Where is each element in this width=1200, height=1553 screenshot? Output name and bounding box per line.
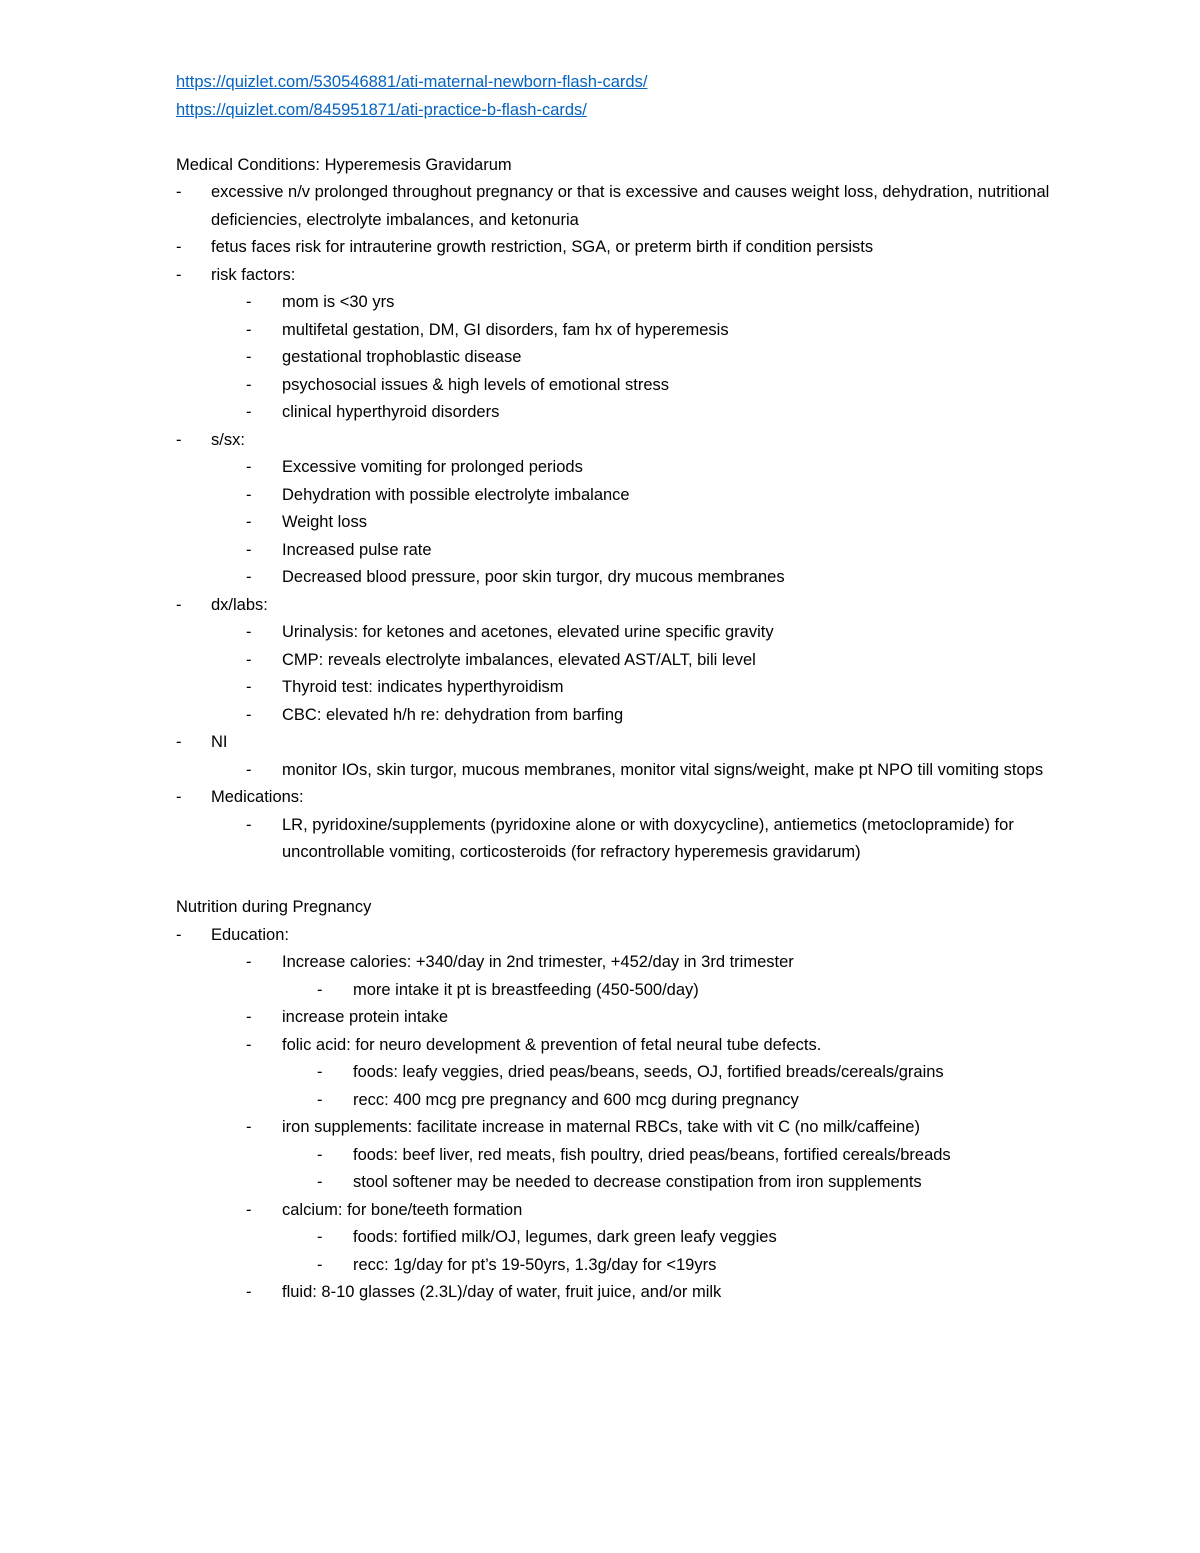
item-text: Decreased blood pressure, poor skin turgor, dry mucous membranes (282, 568, 785, 586)
item-text: fetus faces risk for intrauterine growth restriction, SGA, or preterm birth if condition persists (211, 238, 874, 256)
dash-bullet: - (246, 485, 252, 504)
dash-bullet: - (246, 568, 252, 586)
list-item (176, 949, 1056, 1004)
item-text: iron supplements: facilitate increase in maternal RBCs, take with vit C (no milk/caffeine) (282, 1118, 920, 1136)
list-item (176, 1059, 1056, 1087)
list-item (176, 344, 1056, 372)
item-text: folic acid: for neuro development & prevention of fetal neural tube defects. (282, 1035, 822, 1054)
dash-bullet: - (246, 815, 252, 834)
dash-bullet: - (317, 1145, 323, 1164)
list-item (176, 372, 1056, 400)
list-item (176, 1114, 1056, 1197)
dash-bullet: - (317, 980, 323, 999)
item-text: Excessive vomiting for prolonged periods (282, 458, 583, 476)
list-item (176, 1004, 1056, 1032)
list-item (176, 1252, 1056, 1280)
dash-bullet: - (317, 1090, 323, 1109)
list-item (176, 729, 1056, 784)
folic-sublist (282, 1059, 1056, 1114)
item-text: Weight loss (282, 513, 367, 531)
item-text: gestational trophoblastic disease (282, 348, 522, 366)
nutrition-list (176, 922, 1056, 1307)
dash-bullet: - (176, 595, 182, 614)
list-item (176, 674, 1056, 702)
list-item (176, 454, 1056, 482)
item-text: CMP: reveals electrolyte imbalances, elevated AST/ALT, bili level (282, 650, 756, 669)
item-text: s/sx: (211, 430, 245, 449)
list-item (176, 757, 1056, 785)
section-title-hyperemesis: Medical Conditions: Hyperemesis Gravidarum (176, 155, 512, 174)
item-text: multifetal gestation, DM, GI disorders, fam hx of hyperemesis (282, 320, 729, 339)
dash-bullet: - (317, 1063, 323, 1081)
dash-bullet: - (176, 788, 182, 806)
list-item (176, 427, 1056, 592)
dash-bullet: - (246, 1200, 252, 1219)
blank-line (176, 867, 1056, 895)
item-text: Medications: (211, 788, 304, 806)
list-item (176, 619, 1056, 647)
dash-bullet: - (176, 238, 182, 256)
dash-bullet: - (176, 925, 182, 944)
dash-bullet: - (246, 403, 252, 421)
item-text: risk factors: (211, 265, 296, 284)
list-item (176, 784, 1056, 867)
list-item (176, 1087, 1056, 1115)
item-text: recc: 400 mcg pre pregnancy and 600 mcg during pregnancy (353, 1090, 799, 1109)
dash-bullet: - (246, 650, 252, 669)
list-item (176, 509, 1056, 537)
list-item (176, 592, 1056, 730)
item-text: excessive n/v prolonged throughout pregnancy or that is excessive and causes weight loss, dehydration, nutritional deficiencies, electrolyte imbalances, and ketonuria (211, 183, 1050, 229)
item-text: psychosocial issues & high levels of emotional stress (282, 375, 670, 394)
item-text: CBC: elevated h/h re: dehydration from barfing (282, 705, 624, 724)
list-item (176, 317, 1056, 345)
medications-list (211, 812, 1056, 867)
list-item (176, 1279, 1056, 1307)
dash-bullet: - (176, 265, 182, 284)
item-text: monitor IOs, skin turgor, mucous membranes, monitor vital signs/weight, make pt NPO till vomiting stops (282, 760, 1044, 779)
dash-bullet: - (317, 1173, 323, 1191)
dash-bullet: - (246, 320, 252, 339)
dash-bullet: - (246, 623, 252, 641)
list-item (176, 702, 1056, 730)
dash-bullet: - (317, 1228, 323, 1246)
dash-bullet: - (176, 430, 182, 449)
document-page (176, 69, 1056, 1307)
list-item (176, 399, 1056, 427)
dash-bullet: - (246, 705, 252, 724)
dash-bullet: - (246, 678, 252, 696)
list-item (176, 1169, 1056, 1197)
item-text: mom is <30 yrs (282, 293, 395, 311)
item-text: fluid: 8-10 glasses (2.3L)/day of water, fruit juice, and/or milk (282, 1283, 722, 1301)
item-text: foods: fortified milk/OJ, legumes, dark green leafy veggies (353, 1228, 777, 1246)
list-item (176, 289, 1056, 317)
list-item (176, 977, 1056, 1005)
dash-bullet: - (246, 293, 252, 311)
quizlet-link-practice-b[interactable]: https://quizlet.com/845951871/ati-practice-b-flash-cards/ (176, 100, 587, 119)
item-text: foods: beef liver, red meats, fish poultry, dried peas/beans, fortified cereals/breads (353, 1145, 951, 1164)
quizlet-link-maternal-newborn[interactable]: https://quizlet.com/530546881/ati-maternal-newborn-flash-cards/ (176, 73, 648, 91)
dash-bullet: - (246, 458, 252, 476)
list-item (176, 537, 1056, 565)
item-text: foods: leafy veggies, dried peas/beans, seeds, OJ, fortified breads/cereals/grains (353, 1063, 944, 1081)
iron-sublist (282, 1142, 1056, 1197)
list-item (176, 564, 1056, 592)
dash-bullet: - (246, 513, 252, 531)
hyperemesis-list (176, 179, 1056, 867)
section-title-nutrition: Nutrition during Pregnancy (176, 898, 372, 916)
dx-labs-list (211, 619, 1056, 729)
dash-bullet: - (246, 1118, 252, 1136)
calcium-sublist (282, 1224, 1056, 1279)
dash-bullet: - (246, 540, 252, 559)
item-text: Education: (211, 925, 289, 944)
list-item (176, 482, 1056, 510)
item-text: dx/labs: (211, 595, 268, 614)
dash-bullet: - (246, 953, 252, 971)
item-text: clinical hyperthyroid disorders (282, 403, 500, 421)
list-item (176, 1142, 1056, 1170)
calories-sublist (282, 977, 1056, 1005)
list-item (176, 262, 1056, 427)
item-text: more intake it pt is breastfeeding (450-500/day) (353, 980, 699, 999)
signs-symptoms-list (211, 454, 1056, 592)
list-item (176, 1197, 1056, 1280)
item-text: stool softener may be needed to decrease constipation from iron supplements (353, 1173, 922, 1191)
item-text: Dehydration with possible electrolyte imbalance (282, 485, 630, 504)
item-text: Increase calories: +340/day in 2nd trimester, +452/day in 3rd trimester (282, 953, 794, 971)
list-item (176, 179, 1056, 234)
nursing-interventions-list (211, 757, 1056, 785)
list-item (176, 234, 1056, 262)
list-item (176, 647, 1056, 675)
dash-bullet: - (246, 760, 252, 779)
education-list (211, 949, 1056, 1307)
dash-bullet: - (246, 1008, 252, 1026)
link-line-1 (176, 69, 1056, 97)
link-line-2 (176, 97, 1056, 125)
item-text: Increased pulse rate (282, 540, 432, 559)
dash-bullet: - (246, 375, 252, 394)
dash-bullet: - (246, 348, 252, 366)
item-text: NI (211, 733, 228, 751)
item-text: calcium: for bone/teeth formation (282, 1200, 523, 1219)
blank-line (176, 124, 1056, 152)
dash-bullet: - (176, 183, 182, 201)
item-text: increase protein intake (282, 1008, 449, 1026)
dash-bullet: - (246, 1283, 252, 1301)
dash-bullet: - (317, 1255, 323, 1274)
dash-bullet: - (176, 733, 182, 751)
risk-factors-list (211, 289, 1056, 427)
item-text: recc: 1g/day for pt’s 19-50yrs, 1.3g/day for <19yrs (353, 1255, 717, 1274)
item-text: Urinalysis: for ketones and acetones, elevated urine specific gravity (282, 623, 774, 641)
list-item (176, 812, 1056, 867)
list-item (176, 922, 1056, 1307)
item-text: LR, pyridoxine/supplements (pyridoxine alone or with doxycycline), antiemetics (metoclopramide) for uncontrollable vomiting, corticosteroids (for refractory hyperemesis gravidarum) (282, 815, 1014, 861)
list-item (176, 1224, 1056, 1252)
list-item (176, 1032, 1056, 1115)
item-text: Thyroid test: indicates hyperthyroidism (282, 678, 564, 696)
dash-bullet: - (246, 1035, 252, 1054)
